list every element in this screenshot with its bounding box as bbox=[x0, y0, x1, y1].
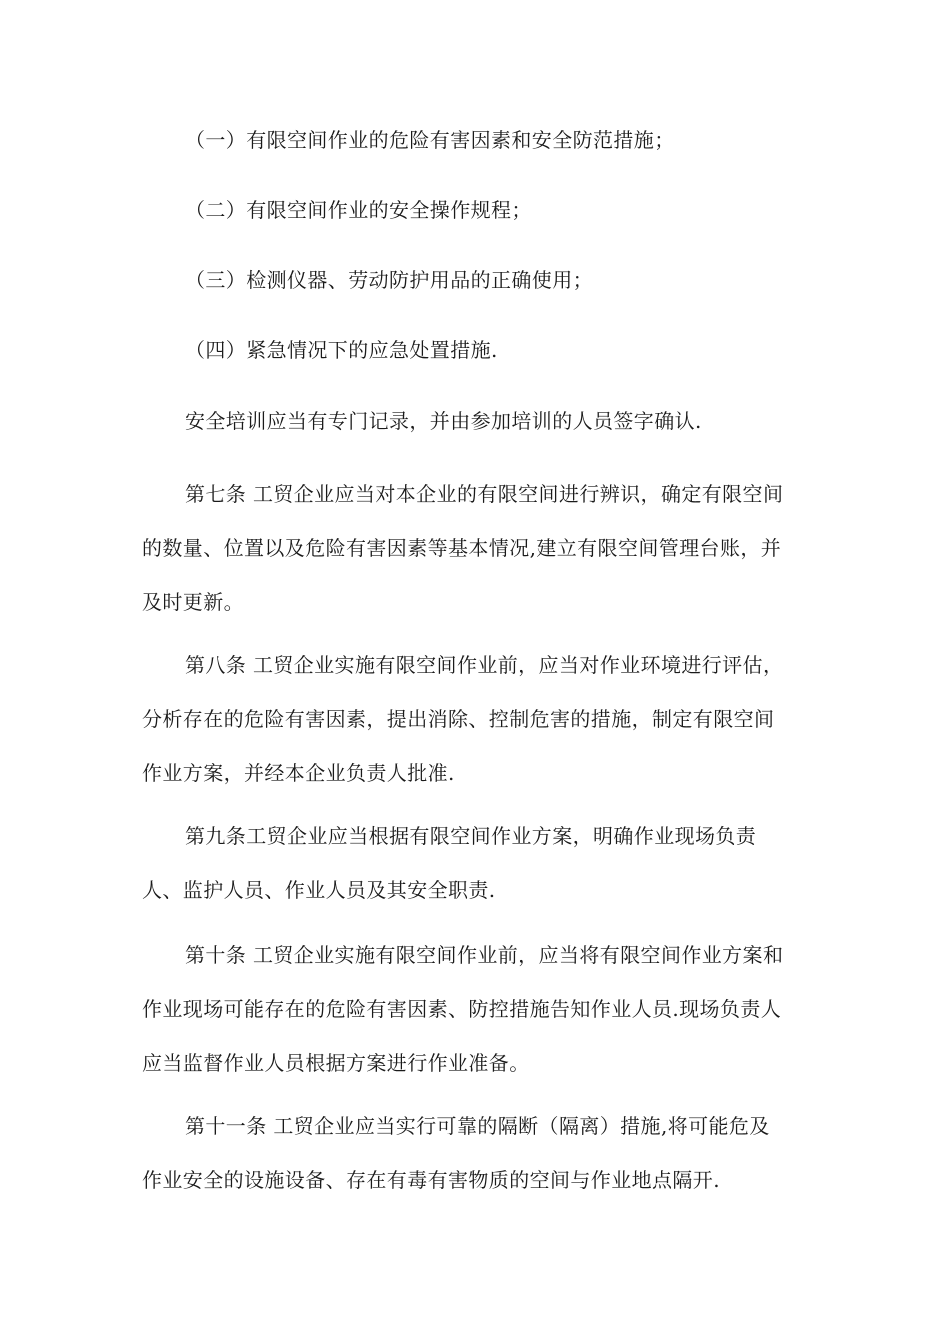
text-line: 安全培训应当有专门记录，并由参加培训的人员签字确认. bbox=[185, 409, 702, 433]
text-line: 第八条 工贸企业实施有限空间作业前，应当对作业环境进行评估， bbox=[185, 653, 784, 677]
text-line: （二）有限空间作业的安全操作规程； bbox=[185, 198, 532, 222]
text-line: （三）检测仪器、劳动防护用品的正确使用； bbox=[185, 268, 593, 292]
text-line: 分析存在的危险有害因素，提出消除、控制危害的措施，制定有限空间 bbox=[142, 707, 775, 731]
text-line: 及时更新。 bbox=[142, 590, 244, 614]
text-line: 的数量、位置以及危险有害因素等基本情况,建立有限空间管理台账，并 bbox=[142, 536, 782, 560]
text-line: 作业安全的设施设备、存在有毒有害物质的空间与作业地点隔开. bbox=[142, 1168, 720, 1192]
paragraph-article-8 bbox=[142, 638, 822, 800]
text-line: 第十条 工贸企业实施有限空间作业前，应当将有限空间作业方案和 bbox=[185, 943, 784, 967]
text-line: 作业现场可能存在的危险有害因素、防控措施告知作业人员.现场负责人 bbox=[142, 997, 782, 1021]
text-line: （四）紧急情况下的应急处置措施. bbox=[185, 338, 498, 362]
paragraph-training-record bbox=[142, 394, 822, 448]
paragraph-item-1 bbox=[142, 113, 822, 167]
paragraph-article-10 bbox=[142, 928, 822, 1090]
paragraph-item-4 bbox=[142, 323, 822, 377]
text-line: 第七条 工贸企业应当对本企业的有限空间进行辨识，确定有限空间 bbox=[185, 482, 784, 506]
paragraph-item-3 bbox=[142, 253, 822, 307]
text-line: 第十一条 工贸企业应当实行可靠的隔断（隔离）措施,将可能危及 bbox=[185, 1114, 770, 1138]
paragraph-article-9 bbox=[142, 809, 822, 917]
paragraph-article-7 bbox=[142, 467, 822, 629]
text-line: 作业方案，并经本企业负责人批准. bbox=[142, 761, 455, 785]
text-line: 第九条工贸企业应当根据有限空间作业方案，明确作业现场负责 bbox=[185, 824, 757, 848]
text-line: 人、监护人员、作业人员及其安全职责. bbox=[142, 878, 496, 902]
text-line: （一）有限空间作业的危险有害因素和安全防范措施； bbox=[185, 128, 675, 152]
text-line: 应当监督作业人员根据方案进行作业准备。 bbox=[142, 1051, 530, 1075]
paragraph-item-2 bbox=[142, 183, 822, 237]
paragraph-article-11 bbox=[142, 1099, 822, 1207]
